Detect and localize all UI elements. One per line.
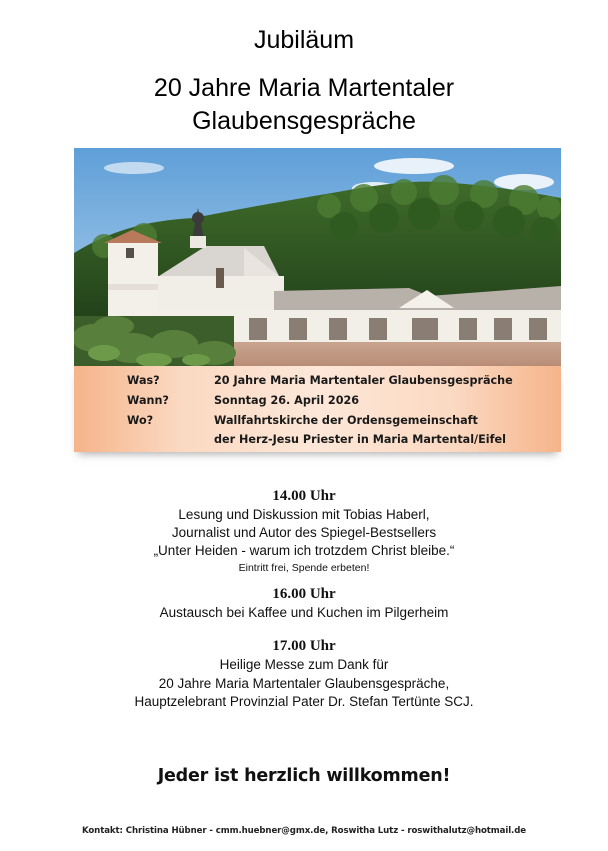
- welcome-text: Jeder ist herzlich willkommen!: [157, 766, 451, 786]
- church-photo: [74, 148, 561, 366]
- program-3-line-2: 20 Jahre Maria Martentaler Glaubensgespräche,: [158, 676, 450, 691]
- wann-value: Sonntag 26. April 2026: [214, 394, 360, 407]
- event-info-box: [74, 366, 561, 452]
- program-1-line-2: Journalist und Autor des Spiegel-Bestsellers: [171, 525, 437, 540]
- program-3-line-1: Heilige Messe zum Dank für: [219, 657, 389, 672]
- program-1-line-1: Lesung und Diskussion mit Tobias Haberl,: [178, 507, 430, 522]
- page-title: Jubiläum: [253, 26, 355, 54]
- program-1-line-3: „Unter Heiden - warum ich trotzdem Christ bleibe.“: [153, 543, 455, 558]
- wo-value-line2: der Herz-Jesu Priester in Maria Martental/Eifel: [214, 433, 506, 446]
- program-1-note: Eintritt frei, Spende erbeten!: [238, 562, 370, 574]
- program-time-2: 16.00 Uhr: [272, 586, 336, 602]
- event-title-line2: Glaubensgespräche: [192, 107, 416, 135]
- was-label: Was?: [127, 374, 160, 387]
- program-2-line-1: Austausch bei Kaffee und Kuchen im Pilgerheim: [159, 605, 449, 620]
- program-3-line-3: Hauptzelebrant Provinzial Pater Dr. Stefan Tertünte SCJ.: [134, 694, 474, 709]
- wo-value-line1: Wallfahrtskirche der Ordensgemeinschaft: [214, 414, 478, 427]
- wann-label: Wann?: [127, 394, 169, 407]
- was-value: 20 Jahre Maria Martentaler Glaubensgespräche: [214, 374, 513, 387]
- wo-label: Wo?: [127, 414, 154, 427]
- program-time-1: 14.00 Uhr: [272, 488, 336, 504]
- event-title-line1: 20 Jahre Maria Martentaler: [153, 74, 455, 102]
- contact-line: Kontakt: Christina Hübner - cmm.huebner@gmx.de, Roswitha Lutz - roswithalutz@hotmail.de: [81, 826, 527, 836]
- program-time-3: 17.00 Uhr: [272, 638, 336, 654]
